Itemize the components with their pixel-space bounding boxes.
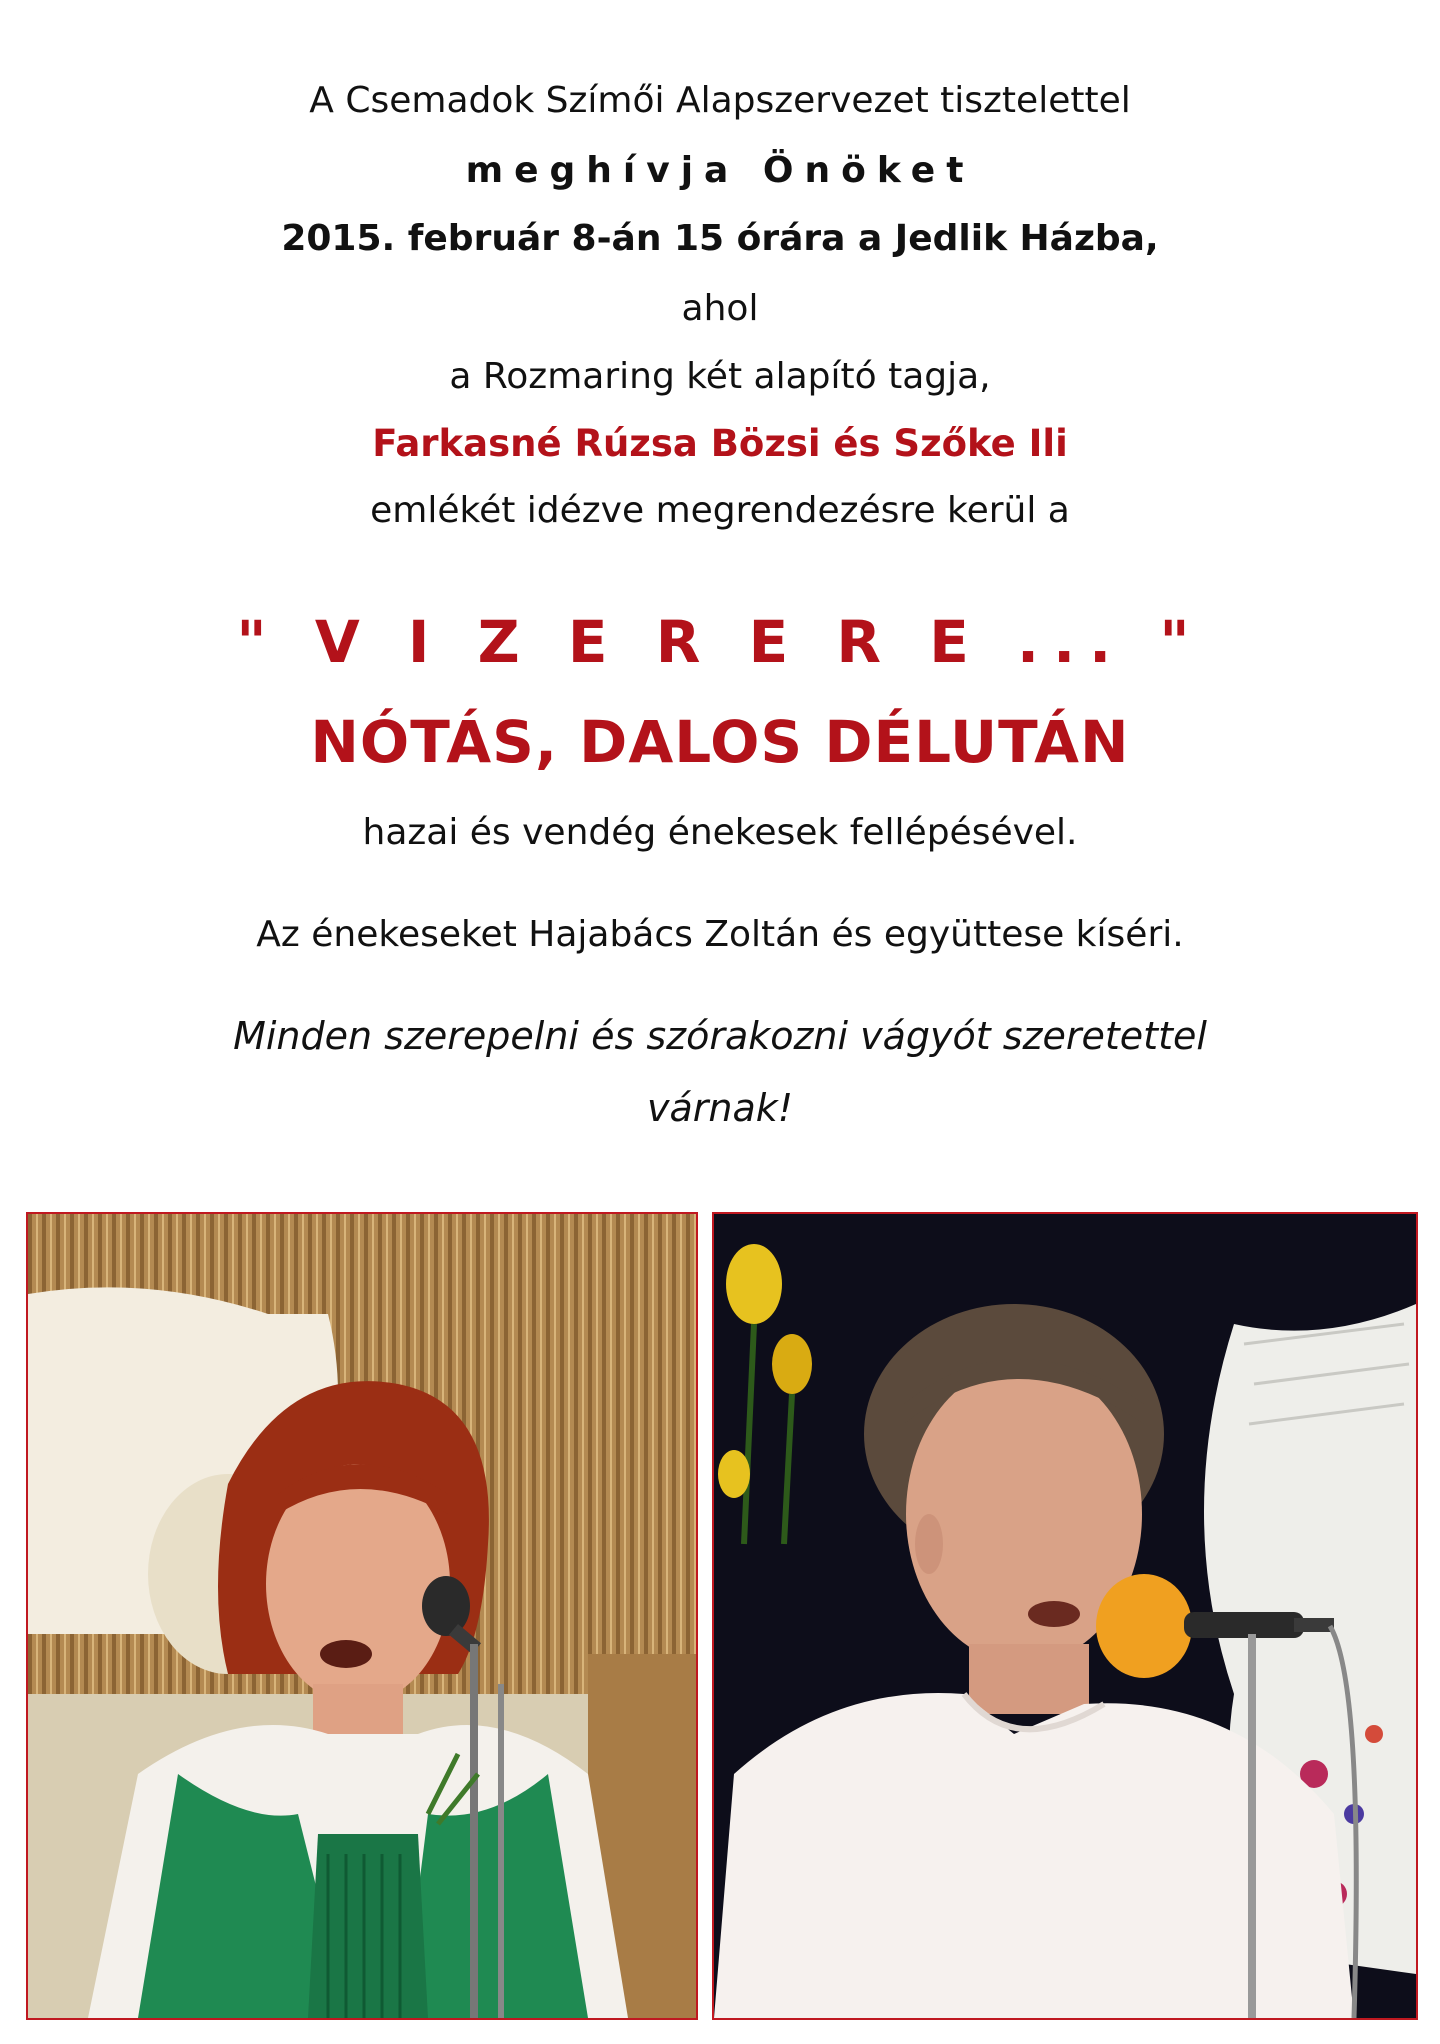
honored-names: Farkasné Rúzsa Bözsi és Szőke Ili — [372, 422, 1068, 465]
date-line: 2015. február 8-án 15 órára a Jedlik Házba, — [281, 218, 1159, 259]
closing-line-1: Minden szerepelni és szórakozni vágyót szeretettel — [233, 1014, 1207, 1058]
invite-line: meghívja Önöket — [465, 150, 975, 191]
photo-left — [26, 1212, 698, 2020]
singer-left-image — [28, 1214, 696, 2018]
memory-line: emlékét idézve megrendezésre kerül a — [370, 490, 1070, 531]
performers-line: hazai és vendég énekesek fellépésével. — [362, 812, 1078, 853]
intro-line: A Csemadok Szímői Alapszervezet tisztelettel — [309, 80, 1131, 121]
photo-right — [712, 1212, 1418, 2020]
accompaniment-line: Az énekeseket Hajabács Zoltán és együttese kíséri. — [256, 914, 1184, 955]
closing-line-2: várnak! — [646, 1086, 793, 1130]
ahol-line: ahol — [681, 288, 759, 329]
founders-line: a Rozmaring két alapító tagja, — [449, 356, 991, 397]
event-subtitle: NÓTÁS, DALOS DÉLUTÁN — [310, 708, 1130, 776]
singer-right-image — [714, 1214, 1416, 2018]
event-title: " V I Z E R E R E ... " — [236, 608, 1204, 676]
